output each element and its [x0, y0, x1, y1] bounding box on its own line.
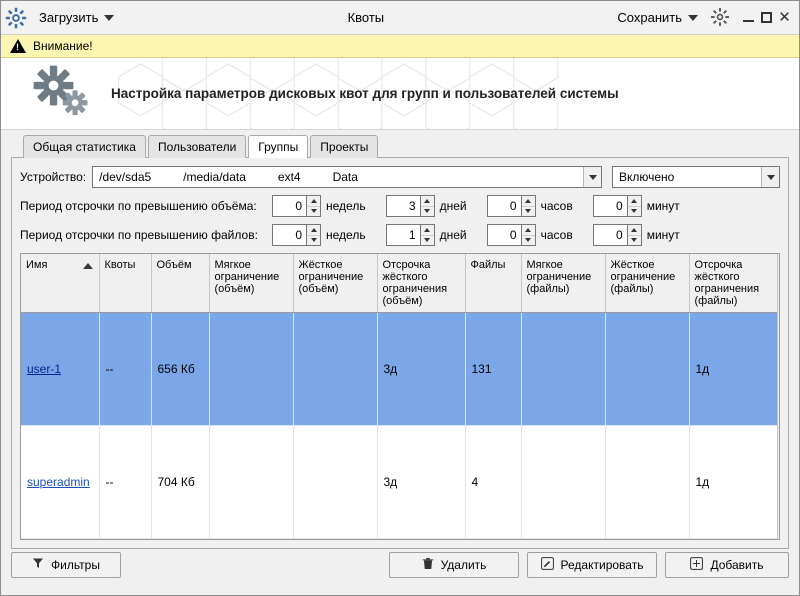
cell-hard-volume — [293, 313, 377, 426]
grace-files-minutes-stepper[interactable] — [593, 224, 642, 246]
device-filesystem: ext4 — [277, 170, 301, 184]
grace-volume-hours-stepper[interactable] — [487, 195, 536, 217]
status-bar — [1, 589, 799, 595]
quota-table — [21, 254, 777, 539]
grace-volume-weeks-stepper[interactable] — [272, 195, 321, 217]
device-path: /dev/sda5 — [99, 170, 152, 184]
pencil-square-icon — [541, 557, 554, 573]
grace-files-weeks-stepper[interactable] — [272, 224, 321, 246]
scroll-up-icon[interactable] — [778, 254, 781, 269]
chevron-down-icon — [104, 15, 114, 21]
gears-icon — [27, 64, 93, 123]
warning-bar — [1, 35, 799, 58]
cell-hard-files — [605, 426, 689, 539]
stepper-up-icon[interactable] — [307, 225, 320, 236]
warning-text: Внимание! — [33, 39, 93, 53]
tab-strip — [1, 130, 799, 157]
stepper-down-icon[interactable] — [307, 207, 320, 217]
quota-state-combobox[interactable] — [612, 166, 780, 188]
edit-label: Редактировать — [560, 557, 644, 572]
filters-button[interactable] — [11, 552, 121, 578]
save-menu-button[interactable] — [611, 7, 704, 28]
column-label: Объём — [156, 259, 192, 271]
maximize-icon[interactable] — [760, 11, 773, 24]
tab-label: Общая статистика — [33, 140, 136, 154]
cell-hard-volume — [293, 426, 377, 539]
content-panel — [11, 157, 789, 549]
device-mountpoint: /media/data — [183, 170, 246, 184]
grace-volume-days-stepper[interactable] — [386, 195, 435, 217]
column-label: Файлы — [470, 259, 506, 271]
chevron-down-icon — [688, 15, 698, 21]
tab-groups[interactable] — [248, 135, 308, 158]
grace-files-minutes-unit: минут — [646, 228, 680, 242]
cell-soft-files — [521, 313, 605, 426]
stepper-up-icon[interactable] — [522, 196, 535, 207]
grace-files-weeks-unit: недель — [326, 228, 366, 242]
grace-files-days-input[interactable] — [386, 224, 420, 246]
cell-name[interactable] — [21, 313, 99, 426]
column-header-name[interactable] — [21, 254, 99, 313]
table-row[interactable] — [21, 313, 777, 426]
add-label: Добавить — [710, 557, 764, 572]
stepper-down-icon[interactable] — [628, 236, 641, 246]
tab-label: Пользователи — [157, 140, 237, 154]
column-label: Имя — [26, 259, 48, 271]
column-label: Мягкое ограничение (объём) — [214, 259, 280, 295]
column-label: Жёсткое ограничение (объём) — [298, 259, 364, 295]
column-label: Жёсткое ограничение (файлы) — [610, 259, 676, 295]
column-label: Отсрочка жёсткого ограничения (файлы) — [694, 259, 760, 307]
stepper-up-icon[interactable] — [522, 225, 535, 236]
title-bar — [1, 1, 799, 35]
warning-icon — [10, 39, 26, 53]
delete-button[interactable] — [389, 552, 519, 578]
cell-files: 4 — [465, 426, 521, 539]
stepper-down-icon[interactable] — [421, 207, 434, 217]
grace-files-row — [20, 224, 780, 246]
column-label: Отсрочка жёсткого ограничения (объём) — [382, 259, 448, 307]
column-header-grace-files[interactable] — [689, 254, 777, 313]
cell-volume: 656 Кб — [151, 313, 209, 426]
gear-icon — [5, 7, 27, 29]
grace-volume-row — [20, 195, 780, 217]
grace-files-weeks-input[interactable] — [272, 224, 306, 246]
load-menu-button[interactable] — [33, 7, 120, 28]
grace-volume-days-unit: дней — [439, 199, 467, 213]
cell-grace-files: 1д — [689, 426, 777, 539]
settings-gear-icon[interactable] — [710, 7, 732, 29]
row-name-link[interactable]: user-1 — [27, 362, 62, 376]
device-row — [20, 166, 780, 188]
column-header-files[interactable] — [465, 254, 521, 313]
device-label: Устройство: — [20, 170, 87, 184]
edit-button[interactable] — [527, 552, 657, 578]
stepper-up-icon[interactable] — [307, 196, 320, 207]
grace-volume-minutes-input[interactable] — [593, 195, 627, 217]
chevron-down-icon[interactable] — [583, 167, 601, 187]
grace-files-hours-stepper[interactable] — [487, 224, 536, 246]
table-row[interactable] — [21, 426, 777, 539]
stepper-up-icon[interactable] — [421, 196, 434, 207]
stepper-up-icon[interactable] — [421, 225, 434, 236]
column-header-quotas[interactable] — [99, 254, 151, 313]
load-menu-label: Загрузить — [39, 10, 99, 25]
grace-volume-weeks-unit: недель — [326, 199, 366, 213]
scrollbar-thumb[interactable] — [780, 271, 781, 299]
cell-volume: 704 Кб — [151, 426, 209, 539]
grace-volume-minutes-stepper[interactable] — [593, 195, 642, 217]
row-name-link[interactable]: superadmin — [27, 475, 90, 489]
tab-label: Группы — [258, 140, 299, 154]
grace-files-hours-unit: часов — [540, 228, 573, 242]
stepper-down-icon[interactable] — [628, 207, 641, 217]
grace-volume-weeks-input[interactable] — [272, 195, 306, 217]
stepper-down-icon[interactable] — [421, 236, 434, 246]
column-header-volume[interactable] — [151, 254, 209, 313]
column-label: Квоты — [104, 259, 136, 271]
cell-soft-files — [521, 426, 605, 539]
banner — [1, 58, 799, 130]
minimize-icon[interactable] — [742, 11, 755, 24]
tab-label: Проекты — [320, 140, 369, 154]
table-vertical-scrollbar[interactable] — [777, 254, 780, 539]
quota-table-container — [20, 253, 780, 540]
tab-general-statistics[interactable] — [23, 135, 146, 158]
scroll-down-icon[interactable] — [778, 524, 781, 539]
column-header-soft-files[interactable] — [521, 254, 605, 313]
column-header-soft-volume[interactable] — [209, 254, 293, 313]
tab-projects[interactable] — [310, 135, 378, 158]
cell-quotas: -- — [99, 426, 151, 539]
grace-volume-hours-unit: часов — [540, 199, 573, 213]
grace-volume-hours-input[interactable] — [487, 195, 521, 217]
stepper-down-icon[interactable] — [522, 236, 535, 246]
cell-name[interactable] — [21, 426, 99, 539]
banner-title: Настройка параметров дисковых квот для групп и пользователей системы — [111, 86, 619, 101]
tab-users[interactable] — [148, 135, 246, 158]
cell-soft-volume — [209, 426, 293, 539]
device-combobox[interactable] — [92, 166, 602, 188]
delete-label: Удалить — [440, 557, 487, 572]
stepper-up-icon[interactable] — [628, 225, 641, 236]
sort-ascending-icon[interactable] — [83, 263, 93, 269]
column-header-grace-volume[interactable] — [377, 254, 465, 313]
column-label: Мягкое ограничение (файлы) — [526, 259, 592, 295]
cell-grace-volume: 3д — [377, 313, 465, 426]
plus-square-icon — [690, 557, 703, 573]
column-header-hard-volume[interactable] — [293, 254, 377, 313]
cell-quotas: -- — [99, 313, 151, 426]
grace-files-days-stepper[interactable] — [386, 224, 435, 246]
column-header-hard-files[interactable] — [605, 254, 689, 313]
grace-files-days-unit: дней — [439, 228, 467, 242]
grace-files-label: Период отсрочки по превышению файлов: — [20, 228, 258, 242]
grace-volume-label: Период отсрочки по превышению объёма: — [20, 199, 257, 213]
cell-grace-files: 1д — [689, 313, 777, 426]
grace-volume-days-input[interactable] — [386, 195, 420, 217]
stepper-down-icon[interactable] — [522, 207, 535, 217]
cell-files: 131 — [465, 313, 521, 426]
filters-label: Фильтры — [51, 557, 100, 572]
trash-icon — [422, 557, 434, 573]
grace-files-hours-input[interactable] — [487, 224, 521, 246]
chevron-down-icon[interactable] — [761, 167, 779, 187]
grace-files-minutes-input[interactable] — [593, 224, 627, 246]
stepper-up-icon[interactable] — [628, 196, 641, 207]
grace-volume-minutes-unit: минут — [646, 199, 680, 213]
close-icon[interactable]: ✕ — [778, 9, 791, 26]
add-button[interactable] — [665, 552, 789, 578]
table-header-row — [21, 254, 777, 313]
save-menu-label: Сохранить — [617, 10, 682, 25]
window-title: Квоты — [347, 10, 385, 25]
footer-toolbar — [1, 549, 799, 589]
device-label-name: Data — [332, 170, 358, 184]
stepper-down-icon[interactable] — [307, 236, 320, 246]
cell-grace-volume: 3д — [377, 426, 465, 539]
cell-soft-volume — [209, 313, 293, 426]
funnel-icon — [32, 557, 44, 572]
quota-state-value: Включено — [619, 170, 675, 184]
cell-hard-files — [605, 313, 689, 426]
